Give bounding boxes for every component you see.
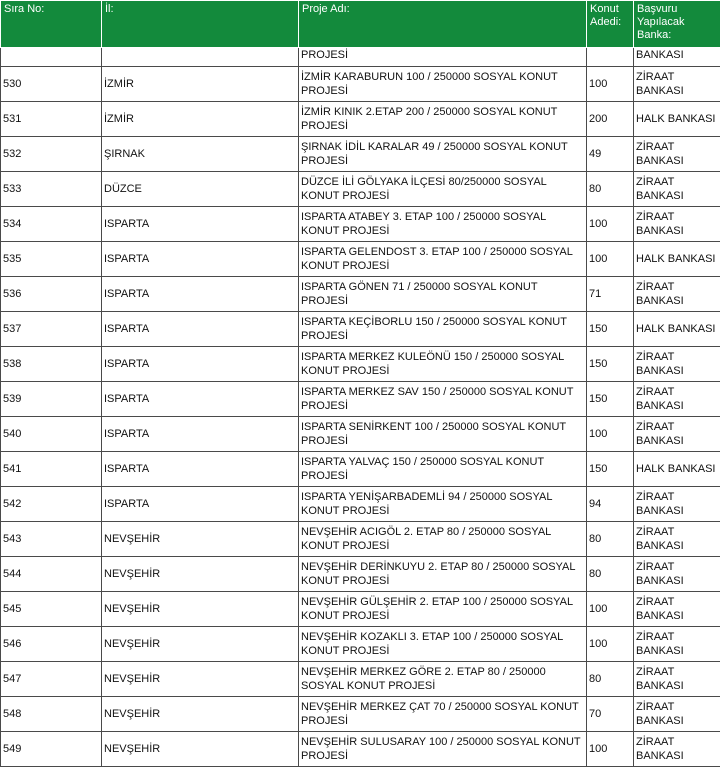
cell-adet: 150	[587, 382, 634, 417]
cell-no: 530	[1, 67, 102, 102]
cell-no: 547	[1, 662, 102, 697]
cell-il: NEVŞEHİR	[102, 522, 299, 557]
cell-proje: ISPARTA GÖNEN 71 / 250000 SOSYAL KONUT PROJESİ	[299, 277, 587, 312]
cell-adet: 100	[587, 207, 634, 242]
table-row	[1, 732, 720, 767]
table-row-partial	[1, 48, 720, 67]
table-row	[1, 207, 720, 242]
table-header-row	[1, 1, 720, 48]
cell-banka: ZİRAAT BANKASI	[634, 67, 720, 102]
table-row	[1, 662, 720, 697]
cell-il: NEVŞEHİR	[102, 697, 299, 732]
cell-adet: 150	[587, 347, 634, 382]
cell-il: İZMİR	[102, 102, 299, 137]
cell-adet: 49	[587, 137, 634, 172]
cell-proje: NEVŞEHİR ACIGÖL 2. ETAP 80 / 250000 SOSYAL KONUT PROJESİ	[299, 522, 587, 557]
cell-adet: 80	[587, 522, 634, 557]
table-row	[1, 417, 720, 452]
header-il: İl:	[102, 1, 299, 48]
cell-adet: 150	[587, 452, 634, 487]
cell-il: ISPARTA	[102, 347, 299, 382]
cell-il: ISPARTA	[102, 312, 299, 347]
cell-proje: İZMİR KARABURUN 100 / 250000 SOSYAL KONUT PROJESİ	[299, 67, 587, 102]
header-basvuru-banka: Başvuru Yapılacak Banka:	[634, 1, 720, 48]
cell-il: ISPARTA	[102, 487, 299, 522]
cell-banka: ZİRAAT BANKASI	[634, 732, 720, 767]
cell-banka: HALK BANKASI	[634, 242, 720, 277]
table-row	[1, 312, 720, 347]
cell-banka: ZİRAAT BANKASI	[634, 347, 720, 382]
cell-banka: ZİRAAT BANKASI	[634, 417, 720, 452]
cell-il: ŞIRNAK	[102, 137, 299, 172]
cell-il: NEVŞEHİR	[102, 732, 299, 767]
cell-banka: ZİRAAT BANKASI	[634, 382, 720, 417]
cell-proje: NEVŞEHİR MERKEZ GÖRE 2. ETAP 80 / 250000 SOSYAL KONUT PROJESİ	[299, 662, 587, 697]
cell-il: ISPARTA	[102, 382, 299, 417]
cell-no: 549	[1, 732, 102, 767]
cell-adet: 70	[587, 697, 634, 732]
cell-adet: 71	[587, 277, 634, 312]
table-row	[1, 242, 720, 277]
cell-no: 536	[1, 277, 102, 312]
cell-banka: ZİRAAT BANKASI	[634, 172, 720, 207]
cell-proje: ISPARTA ATABEY 3. ETAP 100 / 250000 SOSYAL KONUT PROJESİ	[299, 207, 587, 242]
table-row	[1, 277, 720, 312]
cell-proje: ISPARTA YALVAÇ 150 / 250000 SOSYAL KONUT PROJESİ	[299, 452, 587, 487]
cell-no: 537	[1, 312, 102, 347]
cell-adet: 94	[587, 487, 634, 522]
table-row	[1, 697, 720, 732]
table-row	[1, 487, 720, 522]
cell-no: 546	[1, 627, 102, 662]
cell-no	[1, 48, 102, 67]
cell-no: 539	[1, 382, 102, 417]
cell-banka: ZİRAAT BANKASI	[634, 697, 720, 732]
cell-adet	[587, 48, 634, 67]
header-proje-adi: Proje Adı:	[299, 1, 587, 48]
cell-adet: 100	[587, 417, 634, 452]
cell-banka: HALK BANKASI	[634, 312, 720, 347]
table-row	[1, 137, 720, 172]
cell-proje: NEVŞEHİR GÜLŞEHİR 2. ETAP 100 / 250000 SOSYAL KONUT PROJESİ	[299, 592, 587, 627]
cell-banka: ZİRAAT BANKASI	[634, 557, 720, 592]
cell-il: NEVŞEHİR	[102, 662, 299, 697]
table-row	[1, 592, 720, 627]
cell-proje: ISPARTA MERKEZ SAV 150 / 250000 SOSYAL KONUT PROJESİ	[299, 382, 587, 417]
cell-il: ISPARTA	[102, 277, 299, 312]
table-row	[1, 102, 720, 137]
table-row	[1, 382, 720, 417]
cell-adet: 200	[587, 102, 634, 137]
cell-proje: NEVŞEHİR MERKEZ ÇAT 70 / 250000 SOSYAL KONUT PROJESİ	[299, 697, 587, 732]
cell-il: İZMİR	[102, 67, 299, 102]
cell-adet: 100	[587, 627, 634, 662]
header-konut-adedi: Konut Adedi:	[587, 1, 634, 48]
cell-no: 533	[1, 172, 102, 207]
cell-proje: NEVŞEHİR KOZAKLI 3. ETAP 100 / 250000 SOSYAL KONUT PROJESİ	[299, 627, 587, 662]
cell-adet: 100	[587, 732, 634, 767]
table-row	[1, 522, 720, 557]
cell-proje: İZMİR KINIK 2.ETAP 200 / 250000 SOSYAL KONUT PROJESİ	[299, 102, 587, 137]
cell-adet: 100	[587, 67, 634, 102]
cell-no: 543	[1, 522, 102, 557]
cell-proje: ISPARTA SENİRKENT 100 / 250000 SOSYAL KONUT PROJESİ	[299, 417, 587, 452]
cell-il: ISPARTA	[102, 452, 299, 487]
cell-banka: ZİRAAT BANKASI	[634, 592, 720, 627]
cell-banka: ZİRAAT BANKASI	[634, 522, 720, 557]
cell-no: 542	[1, 487, 102, 522]
cell-banka: ZİRAAT BANKASI	[634, 277, 720, 312]
cell-proje: ISPARTA KEÇİBORLU 150 / 250000 SOSYAL KONUT PROJESİ	[299, 312, 587, 347]
cell-adet: 80	[587, 662, 634, 697]
cell-banka: HALK BANKASI	[634, 102, 720, 137]
cell-proje: ŞIRNAK İDİL KARALAR 49 / 250000 SOSYAL KONUT PROJESİ	[299, 137, 587, 172]
cell-il	[102, 48, 299, 67]
cell-proje: DÜZCE İLİ GÖLYAKA İLÇESİ 80/250000 SOSYAL KONUT PROJESİ	[299, 172, 587, 207]
cell-no: 540	[1, 417, 102, 452]
cell-banka: ZİRAAT BANKASI	[634, 207, 720, 242]
cell-il: NEVŞEHİR	[102, 627, 299, 662]
cell-adet: 80	[587, 557, 634, 592]
cell-adet: 100	[587, 592, 634, 627]
cell-no: 545	[1, 592, 102, 627]
cell-no: 532	[1, 137, 102, 172]
cell-adet: 80	[587, 172, 634, 207]
cell-no: 544	[1, 557, 102, 592]
cell-no: 538	[1, 347, 102, 382]
cell-il: NEVŞEHİR	[102, 592, 299, 627]
cell-il: ISPARTA	[102, 242, 299, 277]
cell-il: DÜZCE	[102, 172, 299, 207]
cell-no: 541	[1, 452, 102, 487]
cell-no: 535	[1, 242, 102, 277]
header-sira-no: Sıra No:	[1, 1, 102, 48]
table-row	[1, 347, 720, 382]
table-row	[1, 67, 720, 102]
cell-banka: ZİRAAT BANKASI	[634, 627, 720, 662]
cell-il: ISPARTA	[102, 207, 299, 242]
cell-no: 531	[1, 102, 102, 137]
cell-no: 548	[1, 697, 102, 732]
cell-proje: ISPARTA YENİŞARBADEMLİ 94 / 250000 SOSYAL KONUT PROJESİ	[299, 487, 587, 522]
cell-proje: ISPARTA MERKEZ KULEÖNÜ 150 / 250000 SOSYAL KONUT PROJESİ	[299, 347, 587, 382]
cell-proje: PROJESİ	[299, 48, 587, 67]
cell-banka: ZİRAAT BANKASI	[634, 137, 720, 172]
table-row	[1, 557, 720, 592]
cell-il: NEVŞEHİR	[102, 557, 299, 592]
cell-proje: ISPARTA GELENDOST 3. ETAP 100 / 250000 SOSYAL KONUT PROJESİ	[299, 242, 587, 277]
cell-il: ISPARTA	[102, 417, 299, 452]
cell-adet: 150	[587, 312, 634, 347]
cell-banka: ZİRAAT BANKASI	[634, 662, 720, 697]
cell-proje: NEVŞEHİR DERİNKUYU 2. ETAP 80 / 250000 SOSYAL KONUT PROJESİ	[299, 557, 587, 592]
cell-banka: ZİRAAT BANKASI	[634, 487, 720, 522]
table-row	[1, 172, 720, 207]
cell-proje: NEVŞEHİR SULUSARAY 100 / 250000 SOSYAL KONUT PROJESİ	[299, 732, 587, 767]
cell-adet: 100	[587, 242, 634, 277]
table-row	[1, 627, 720, 662]
cell-banka: HALK BANKASI	[634, 452, 720, 487]
cell-no: 534	[1, 207, 102, 242]
cell-banka: BANKASI	[634, 48, 720, 67]
table-row	[1, 452, 720, 487]
